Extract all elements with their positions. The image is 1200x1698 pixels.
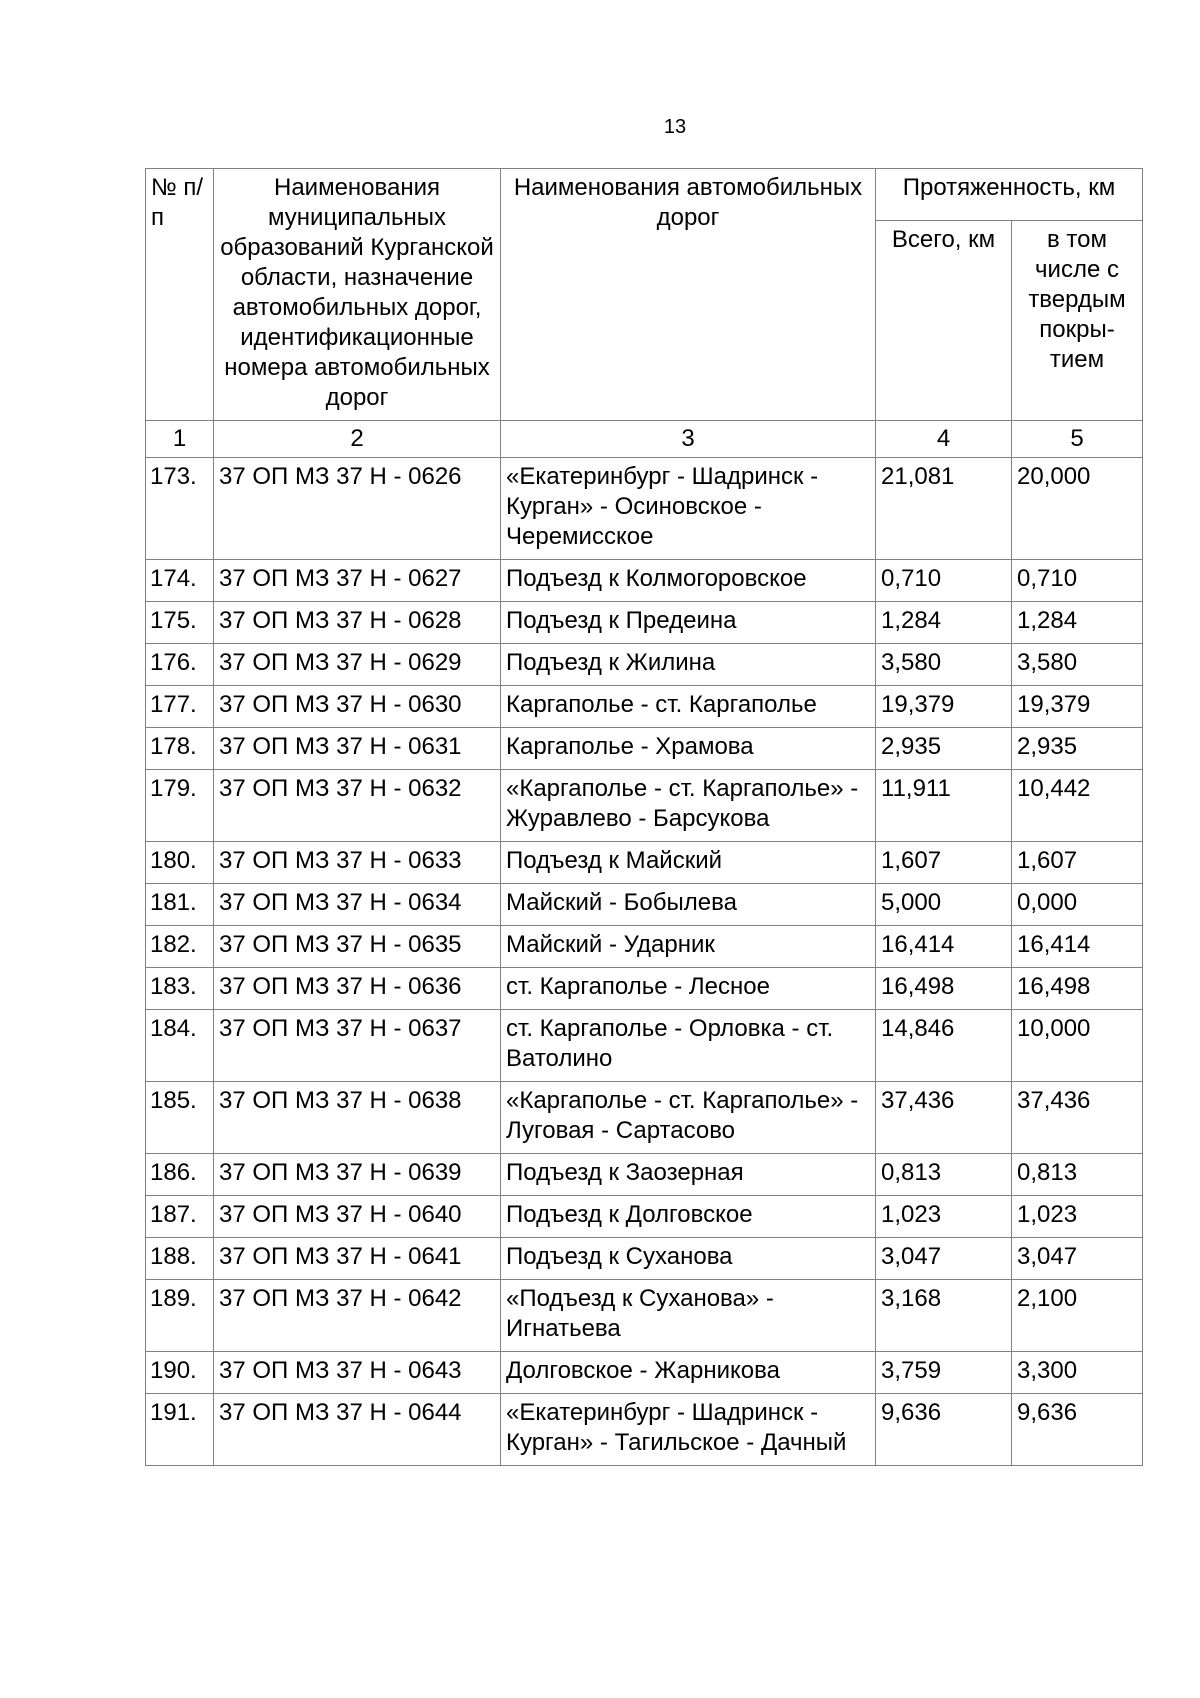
table-row [146,926,1143,968]
length-total: 21,081 [876,458,1012,560]
length-total: 37,436 [876,1082,1012,1154]
column-number: 1 [146,421,214,458]
road-code: 37 ОП МЗ 37 Н - 0631 [214,728,501,770]
road-code: 37 ОП МЗ 37 Н - 0640 [214,1196,501,1238]
road-code: 37 ОП МЗ 37 Н - 0634 [214,884,501,926]
length-total: 0,813 [876,1154,1012,1196]
row-number: 176. [146,644,214,686]
road-code: 37 ОП МЗ 37 Н - 0626 [214,458,501,560]
row-number: 178. [146,728,214,770]
road-name: «Екатеринбург - Шадринск - Курган» - Осиновское - Черемисское [501,458,876,560]
table-header [146,169,1143,458]
length-total: 11,911 [876,770,1012,842]
road-name: Подъезд к Майский [501,842,876,884]
table-row [146,1352,1143,1394]
table-body [146,458,1143,1466]
length-hard-surface: 1,607 [1012,842,1143,884]
length-total: 14,846 [876,1010,1012,1082]
road-code: 37 ОП МЗ 37 Н - 0642 [214,1280,501,1352]
length-hard-surface: 3,047 [1012,1238,1143,1280]
row-number: 183. [146,968,214,1010]
road-code: 37 ОП МЗ 37 Н - 0641 [214,1238,501,1280]
row-number: 181. [146,884,214,926]
row-number: 179. [146,770,214,842]
length-total: 3,047 [876,1238,1012,1280]
row-number: 186. [146,1154,214,1196]
row-number: 185. [146,1082,214,1154]
row-number: 187. [146,1196,214,1238]
road-name: Подъезд к Заозерная [501,1154,876,1196]
road-code: 37 ОП МЗ 37 Н - 0639 [214,1154,501,1196]
length-hard-surface: 19,379 [1012,686,1143,728]
table-row [146,1010,1143,1082]
road-code: 37 ОП МЗ 37 Н - 0636 [214,968,501,1010]
road-name: Подъезд к Суханова [501,1238,876,1280]
road-code: 37 ОП МЗ 37 Н - 0633 [214,842,501,884]
length-hard-surface: 20,000 [1012,458,1143,560]
row-number: 175. [146,602,214,644]
length-hard-surface: 2,935 [1012,728,1143,770]
road-code: 37 ОП МЗ 37 Н - 0627 [214,560,501,602]
table-row [146,968,1143,1010]
table-row [146,1082,1143,1154]
length-total: 0,710 [876,560,1012,602]
header-number: № п/п [146,169,214,421]
page-number: 13 [663,116,687,138]
road-name: Долговское - Жарникова [501,1352,876,1394]
road-name: Каргаполье - ст. Каргаполье [501,686,876,728]
length-hard-surface: 0,813 [1012,1154,1143,1196]
row-number: 188. [146,1238,214,1280]
header-hard-surface: в том числе с твердым покры-тием [1012,220,1143,420]
length-total: 1,023 [876,1196,1012,1238]
road-code: 37 ОП МЗ 37 Н - 0644 [214,1394,501,1466]
row-number: 190. [146,1352,214,1394]
row-number: 191. [146,1394,214,1466]
road-name: ст. Каргаполье - Орловка - ст. Ватолино [501,1010,876,1082]
road-code: 37 ОП МЗ 37 Н - 0632 [214,770,501,842]
road-name: «Каргаполье - ст. Каргаполье» - Журавлево - Барсукова [501,770,876,842]
length-hard-surface: 3,300 [1012,1352,1143,1394]
length-hard-surface: 10,000 [1012,1010,1143,1082]
length-hard-surface: 16,414 [1012,926,1143,968]
road-name: Майский - Ударник [501,926,876,968]
length-hard-surface: 1,023 [1012,1196,1143,1238]
length-hard-surface: 1,284 [1012,602,1143,644]
road-code: 37 ОП МЗ 37 Н - 0630 [214,686,501,728]
header-total: Всего, км [876,220,1012,420]
row-number: 174. [146,560,214,602]
table-row [146,1154,1143,1196]
length-total: 2,935 [876,728,1012,770]
row-number: 184. [146,1010,214,1082]
table-row [146,1280,1143,1352]
length-total: 19,379 [876,686,1012,728]
table-row [146,842,1143,884]
length-hard-surface: 9,636 [1012,1394,1143,1466]
length-total: 16,414 [876,926,1012,968]
length-hard-surface: 0,000 [1012,884,1143,926]
road-name: Подъезд к Жилина [501,644,876,686]
row-number: 177. [146,686,214,728]
header-road-name: Наименования автомобильных дорог [501,169,876,421]
road-name: «Екатеринбург - Шадринск - Курган» - Тагильское - Дачный [501,1394,876,1466]
table-row [146,884,1143,926]
road-name: Каргаполье - Храмова [501,728,876,770]
length-hard-surface: 0,710 [1012,560,1143,602]
length-hard-surface: 10,442 [1012,770,1143,842]
length-hard-surface: 37,436 [1012,1082,1143,1154]
length-total: 3,759 [876,1352,1012,1394]
column-numbers-row [146,421,1143,458]
road-code: 37 ОП МЗ 37 Н - 0637 [214,1010,501,1082]
table-row [146,560,1143,602]
length-total: 9,636 [876,1394,1012,1466]
header-municipal: Наименования муниципальных образований Курганской области, назначение автомобильных дорог, идентификационные номера автомобильных дорог [214,169,501,421]
length-total: 5,000 [876,884,1012,926]
table-row [146,728,1143,770]
column-number: 5 [1012,421,1143,458]
column-number: 3 [501,421,876,458]
table-row [146,602,1143,644]
table-row [146,644,1143,686]
row-number: 182. [146,926,214,968]
road-name: «Каргаполье - ст. Каргаполье» - Луговая - Сартасово [501,1082,876,1154]
row-number: 173. [146,458,214,560]
road-code: 37 ОП МЗ 37 Н - 0628 [214,602,501,644]
roads-table [145,168,1143,1466]
road-name: Подъезд к Колмогоровское [501,560,876,602]
road-code: 37 ОП МЗ 37 Н - 0635 [214,926,501,968]
length-total: 1,607 [876,842,1012,884]
road-name: «Подъезд к Суханова» - Игнатьева [501,1280,876,1352]
length-hard-surface: 16,498 [1012,968,1143,1010]
table-row [146,1196,1143,1238]
header-length: Протяженность, км [876,169,1143,221]
row-number: 189. [146,1280,214,1352]
table-row [146,686,1143,728]
road-code: 37 ОП МЗ 37 Н - 0638 [214,1082,501,1154]
road-code: 37 ОП МЗ 37 Н - 0629 [214,644,501,686]
length-hard-surface: 3,580 [1012,644,1143,686]
table-row [146,1394,1143,1466]
table-row [146,1238,1143,1280]
table-row [146,458,1143,560]
column-number: 4 [876,421,1012,458]
length-total: 16,498 [876,968,1012,1010]
length-total: 1,284 [876,602,1012,644]
row-number: 180. [146,842,214,884]
road-name: Подъезд к Долговское [501,1196,876,1238]
road-code: 37 ОП МЗ 37 Н - 0643 [214,1352,501,1394]
table-row [146,770,1143,842]
road-name: ст. Каргаполье - Лесное [501,968,876,1010]
column-number: 2 [214,421,501,458]
road-name: Подъезд к Предеина [501,602,876,644]
length-total: 3,168 [876,1280,1012,1352]
length-hard-surface: 2,100 [1012,1280,1143,1352]
road-name: Майский - Бобылева [501,884,876,926]
length-total: 3,580 [876,644,1012,686]
